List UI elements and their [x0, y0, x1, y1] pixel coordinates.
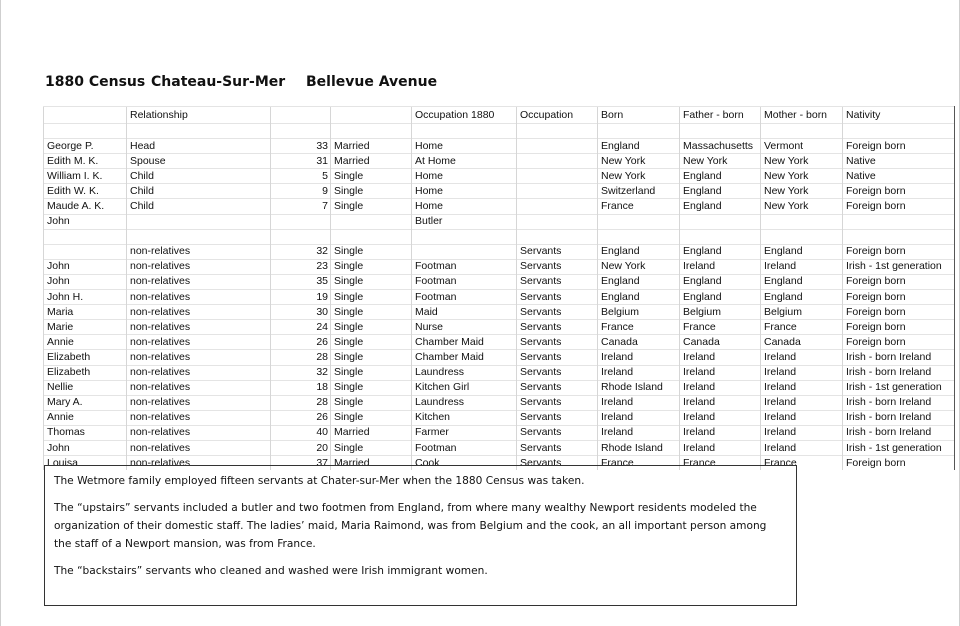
column-header	[44, 107, 127, 124]
table-cell: Servants	[517, 244, 598, 259]
table-row	[44, 365, 955, 380]
table-cell: Ireland	[680, 395, 761, 410]
table-cell: 28	[271, 395, 331, 410]
column-header	[331, 107, 412, 124]
table-cell: Chamber Maid	[412, 335, 517, 350]
table-cell: Servants	[517, 425, 598, 440]
table-row	[44, 425, 955, 440]
table-cell: Single	[331, 274, 412, 289]
table-cell: non-relatives	[127, 290, 271, 305]
table-cell: Foreign born	[843, 305, 955, 320]
table-cell: England	[598, 274, 680, 289]
table-cell: Switzerland	[598, 184, 680, 199]
table-cell: Footman	[412, 274, 517, 289]
table-cell: Servants	[517, 290, 598, 305]
table-cell: Servants	[517, 456, 598, 471]
table-cell: 7	[271, 199, 331, 214]
table-row	[44, 124, 955, 139]
table-cell: Farmer	[412, 425, 517, 440]
table-cell	[127, 214, 271, 229]
table-cell: Nellie	[44, 380, 127, 395]
table-cell: 20	[271, 440, 331, 455]
table-cell: At Home	[412, 154, 517, 169]
table-cell: non-relatives	[127, 259, 271, 274]
table-row	[44, 229, 955, 244]
table-cell	[517, 154, 598, 169]
table-row	[44, 274, 955, 289]
table-cell: England	[680, 199, 761, 214]
table-cell: Servants	[517, 365, 598, 380]
table-cell: Child	[127, 184, 271, 199]
table-cell: Edith M. K.	[44, 154, 127, 169]
table-cell: Ireland	[761, 425, 843, 440]
table-cell: Kitchen Girl	[412, 380, 517, 395]
table-cell: Ireland	[680, 410, 761, 425]
table-cell: Ireland	[680, 259, 761, 274]
table-cell: 23	[271, 259, 331, 274]
column-header: Relationship	[127, 107, 271, 124]
notes-paragraph: The “upstairs” servants included a butler and two footmen from England, from where many wealthy Newport residents modeled the organization of their domestic staff. The ladies’ maid, Maria Raimond, was from Belgium and the cook, an all important person among the staff of a Newport mansion, was from France.	[54, 502, 767, 550]
table-cell: Native	[843, 169, 955, 184]
table-cell: Footman	[412, 290, 517, 305]
table-cell: 32	[271, 244, 331, 259]
table-cell	[271, 229, 331, 244]
table-cell	[517, 184, 598, 199]
table-cell: Kitchen	[412, 410, 517, 425]
table-row	[44, 380, 955, 395]
table-cell: Single	[331, 184, 412, 199]
table-cell: Native	[843, 154, 955, 169]
table-cell: Ireland	[761, 410, 843, 425]
table-cell: 40	[271, 425, 331, 440]
table-cell: Single	[331, 320, 412, 335]
table-row	[44, 410, 955, 425]
table-cell: Servants	[517, 259, 598, 274]
table-cell: Ireland	[761, 395, 843, 410]
table-cell: Elizabeth	[44, 365, 127, 380]
table-cell: Ireland	[598, 350, 680, 365]
table-cell: Footman	[412, 440, 517, 455]
column-header: Mother - born	[761, 107, 843, 124]
table-cell	[517, 139, 598, 154]
column-header: Occupation	[517, 107, 598, 124]
table-cell: 26	[271, 410, 331, 425]
table-cell: non-relatives	[127, 244, 271, 259]
table-cell: Servants	[517, 395, 598, 410]
table-cell: 33	[271, 139, 331, 154]
table-cell: 30	[271, 305, 331, 320]
table-cell: Single	[331, 169, 412, 184]
table-cell	[412, 229, 517, 244]
table-row	[44, 305, 955, 320]
table-cell	[412, 244, 517, 259]
table-cell: New York	[761, 169, 843, 184]
table-cell: Servants	[517, 274, 598, 289]
table-cell: Cook	[412, 456, 517, 471]
table-cell: 32	[271, 365, 331, 380]
table-cell	[331, 124, 412, 139]
table-row	[44, 259, 955, 274]
table-cell: non-relatives	[127, 395, 271, 410]
table-cell: non-relatives	[127, 410, 271, 425]
table-cell: England	[761, 244, 843, 259]
table-cell: Single	[331, 259, 412, 274]
table-cell: non-relatives	[127, 305, 271, 320]
table-cell: Home	[412, 184, 517, 199]
table-cell: Foreign born	[843, 139, 955, 154]
table-row	[44, 184, 955, 199]
table-cell: Single	[331, 350, 412, 365]
table-cell: Home	[412, 139, 517, 154]
title-street: Bellevue Avenue	[306, 74, 438, 90]
table-cell: 35	[271, 274, 331, 289]
table-cell: 5	[271, 169, 331, 184]
census-table	[43, 106, 955, 470]
table-cell: non-relatives	[127, 456, 271, 471]
table-cell	[517, 169, 598, 184]
table-cell	[331, 214, 412, 229]
table-cell: Single	[331, 410, 412, 425]
table-cell: Servants	[517, 335, 598, 350]
table-cell: England	[761, 274, 843, 289]
table-cell: Ireland	[598, 410, 680, 425]
table-cell: Ireland	[598, 365, 680, 380]
table-cell	[127, 229, 271, 244]
table-cell: Edith W. K.	[44, 184, 127, 199]
table-cell: Canada	[680, 335, 761, 350]
table-cell: Married	[331, 154, 412, 169]
table-cell: Irish - born Ireland	[843, 410, 955, 425]
table-cell	[44, 229, 127, 244]
table-cell: England	[680, 274, 761, 289]
table-cell: Ireland	[598, 395, 680, 410]
page-edge-left	[0, 0, 1, 626]
notes-paragraph: The Wetmore family employed fifteen servants at Chater-sur-Mer when the 1880 Census was taken.	[54, 475, 585, 487]
table-cell: Irish - 1st generation	[843, 380, 955, 395]
table-cell: non-relatives	[127, 320, 271, 335]
table-cell	[44, 244, 127, 259]
table-cell: Single	[331, 380, 412, 395]
table-cell: Belgium	[761, 305, 843, 320]
table-cell: Rhode Island	[598, 440, 680, 455]
table-cell: New York	[598, 154, 680, 169]
table-cell: Married	[331, 139, 412, 154]
table-row	[44, 199, 955, 214]
table-cell: 37	[271, 456, 331, 471]
table-cell: Butler	[412, 214, 517, 229]
title-census: 1880 Census	[45, 74, 146, 90]
table-cell: Ireland	[680, 350, 761, 365]
table-cell: Child	[127, 199, 271, 214]
table-cell: non-relatives	[127, 350, 271, 365]
table-cell	[412, 124, 517, 139]
table-cell: Home	[412, 169, 517, 184]
table-cell: France	[598, 456, 680, 471]
table-cell: Nurse	[412, 320, 517, 335]
table-cell: non-relatives	[127, 335, 271, 350]
column-header	[271, 107, 331, 124]
column-header: Nativity	[843, 107, 955, 124]
table-cell: Foreign born	[843, 335, 955, 350]
table-cell: Head	[127, 139, 271, 154]
table-cell: England	[680, 184, 761, 199]
table-cell: 19	[271, 290, 331, 305]
title-estate: Chateau-Sur-Mer	[151, 74, 286, 90]
table-cell: Single	[331, 335, 412, 350]
table-cell: non-relatives	[127, 380, 271, 395]
table-cell: Maid	[412, 305, 517, 320]
table-cell: Foreign born	[843, 184, 955, 199]
table-cell	[843, 214, 955, 229]
table-cell	[44, 124, 127, 139]
table-cell: Belgium	[680, 305, 761, 320]
table-cell: Irish - born Ireland	[843, 425, 955, 440]
table-cell: Canada	[761, 335, 843, 350]
table-cell	[517, 124, 598, 139]
table-cell: Irish - born Ireland	[843, 365, 955, 380]
table-row	[44, 290, 955, 305]
table-cell: William I. K.	[44, 169, 127, 184]
table-cell	[598, 214, 680, 229]
table-cell: Foreign born	[843, 320, 955, 335]
table-cell: Single	[331, 305, 412, 320]
table-cell: Irish - born Ireland	[843, 350, 955, 365]
table-cell: Foreign born	[843, 290, 955, 305]
table-cell	[517, 229, 598, 244]
table-cell: Married	[331, 425, 412, 440]
table-cell	[598, 229, 680, 244]
table-row	[44, 320, 955, 335]
table-cell	[598, 124, 680, 139]
table-cell: 26	[271, 335, 331, 350]
table-cell: France	[761, 320, 843, 335]
table-cell	[843, 229, 955, 244]
table-cell: Ireland	[680, 425, 761, 440]
table-cell: England	[680, 244, 761, 259]
table-cell: Ireland	[761, 365, 843, 380]
table-cell: New York	[598, 259, 680, 274]
table-row	[44, 440, 955, 455]
table-cell: Ireland	[761, 380, 843, 395]
table-cell: John	[44, 259, 127, 274]
table-cell: George P.	[44, 139, 127, 154]
table-cell: Maude A. K.	[44, 199, 127, 214]
table-row	[44, 154, 955, 169]
table-cell: Servants	[517, 440, 598, 455]
table-cell	[271, 214, 331, 229]
table-cell: Single	[331, 244, 412, 259]
table-cell	[517, 199, 598, 214]
table-cell: Ireland	[761, 259, 843, 274]
column-header: Occupation 1880	[412, 107, 517, 124]
table-cell: Single	[331, 290, 412, 305]
table-cell: Ireland	[598, 425, 680, 440]
table-cell	[127, 124, 271, 139]
table-cell: 24	[271, 320, 331, 335]
table-cell: Canada	[598, 335, 680, 350]
table-row	[44, 214, 955, 229]
table-cell: 18	[271, 380, 331, 395]
table-cell: Servants	[517, 410, 598, 425]
table-cell: 9	[271, 184, 331, 199]
table-cell	[761, 214, 843, 229]
table-cell: Louisa	[44, 456, 127, 471]
table-cell: Annie	[44, 335, 127, 350]
table-cell: England	[680, 169, 761, 184]
table-cell: Home	[412, 199, 517, 214]
table-cell: France	[680, 320, 761, 335]
table-row	[44, 169, 955, 184]
table-cell: non-relatives	[127, 274, 271, 289]
table-cell	[680, 214, 761, 229]
table-cell: Ireland	[761, 440, 843, 455]
table-cell: Foreign born	[843, 274, 955, 289]
table-cell: 28	[271, 350, 331, 365]
table-cell: non-relatives	[127, 365, 271, 380]
table-cell: 31	[271, 154, 331, 169]
table-cell: Vermont	[761, 139, 843, 154]
table-row	[44, 395, 955, 410]
table-cell: New York	[598, 169, 680, 184]
table-cell	[680, 229, 761, 244]
table-cell: Marie	[44, 320, 127, 335]
table-cell: Ireland	[680, 380, 761, 395]
table-cell: Single	[331, 440, 412, 455]
table-row	[44, 244, 955, 259]
column-header: Born	[598, 107, 680, 124]
table-cell: France	[680, 456, 761, 471]
table-cell: England	[761, 290, 843, 305]
table-row	[44, 335, 955, 350]
table-cell	[331, 229, 412, 244]
table-cell: non-relatives	[127, 440, 271, 455]
table-cell: Laundress	[412, 365, 517, 380]
table-cell: John	[44, 214, 127, 229]
table-cell: Single	[331, 365, 412, 380]
table-cell: Ireland	[680, 440, 761, 455]
table-cell: John H.	[44, 290, 127, 305]
table-cell: Irish - born Ireland	[843, 395, 955, 410]
table-row	[44, 350, 955, 365]
table-cell	[761, 124, 843, 139]
table-cell: New York	[680, 154, 761, 169]
table-cell: France	[598, 320, 680, 335]
table-cell: Belgium	[598, 305, 680, 320]
table-cell: Ireland	[680, 365, 761, 380]
table-cell: Ireland	[761, 350, 843, 365]
notes-paragraph: The “backstairs” servants who cleaned and washed were Irish immigrant women.	[54, 565, 488, 577]
table-cell: Mary A.	[44, 395, 127, 410]
table-cell: England	[680, 290, 761, 305]
table-cell: England	[598, 139, 680, 154]
table-cell: France	[598, 199, 680, 214]
table-cell: New York	[761, 154, 843, 169]
table-cell: John	[44, 440, 127, 455]
table-cell	[517, 214, 598, 229]
table-cell: Single	[331, 199, 412, 214]
table-cell: Elizabeth	[44, 350, 127, 365]
table-cell: New York	[761, 199, 843, 214]
table-cell	[271, 124, 331, 139]
table-cell: Annie	[44, 410, 127, 425]
table-cell: Foreign born	[843, 456, 955, 471]
table-row	[44, 139, 955, 154]
table-header-row	[44, 107, 955, 124]
table-cell: Spouse	[127, 154, 271, 169]
table-cell: John	[44, 274, 127, 289]
table-cell	[680, 124, 761, 139]
table-cell	[843, 124, 955, 139]
table-cell: Child	[127, 169, 271, 184]
table-cell: Massachusetts	[680, 139, 761, 154]
table-cell: Foreign born	[843, 244, 955, 259]
table-cell: Servants	[517, 320, 598, 335]
table-cell: England	[598, 290, 680, 305]
table-cell: Servants	[517, 380, 598, 395]
table-cell: Servants	[517, 350, 598, 365]
table-cell: non-relatives	[127, 425, 271, 440]
table-cell: Irish - 1st generation	[843, 440, 955, 455]
table-cell: Laundress	[412, 395, 517, 410]
notes-box	[44, 465, 797, 606]
table-cell: Footman	[412, 259, 517, 274]
census-table-body	[44, 107, 955, 471]
table-cell: England	[598, 244, 680, 259]
table-cell: France	[761, 456, 843, 471]
table-cell: Thomas	[44, 425, 127, 440]
table-cell: Married	[331, 456, 412, 471]
table-cell: Chamber Maid	[412, 350, 517, 365]
table-cell: Irish - 1st generation	[843, 259, 955, 274]
table-cell	[761, 229, 843, 244]
column-header: Father - born	[680, 107, 761, 124]
table-cell: New York	[761, 184, 843, 199]
table-cell: Single	[331, 395, 412, 410]
table-cell: Rhode Island	[598, 380, 680, 395]
table-cell: Foreign born	[843, 199, 955, 214]
table-cell: Maria	[44, 305, 127, 320]
table-cell: Servants	[517, 305, 598, 320]
